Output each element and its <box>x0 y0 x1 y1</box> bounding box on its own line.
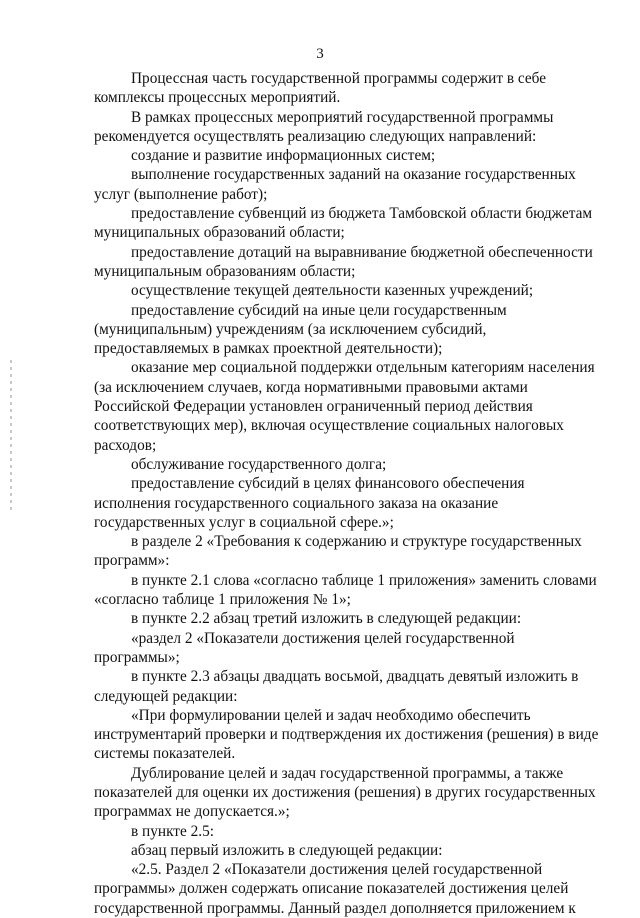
paragraph: в пункте 2.5: <box>131 822 214 840</box>
paragraph: абзац первый изложить в следующей редакции: <box>131 841 443 859</box>
list-item: оказание мер социальной поддержки отдельным категориям населения (за исключением случаев, когда нормативными правовыми актами Российской Федерации установлен ограниченный период действия соответствующих мер), включая осуществление социальных налоговых расходов; <box>94 359 595 454</box>
list-item: создание и развитие информационных систем; <box>131 147 436 165</box>
paragraph: в пункте 2.2 абзац третий изложить в следующей редакции: <box>131 610 522 628</box>
paragraph: в разделе 2 «Требования к содержанию и структуре государственных программ»: <box>94 533 582 570</box>
paragraph: В рамках процессных мероприятий государственной программы рекомендуется осуществлять реализацию следующих направлений: <box>94 108 554 145</box>
document-body <box>94 69 599 918</box>
list-item: выполнение государственных заданий на оказание государственных услуг (выполнение работ); <box>94 166 576 203</box>
list-item: предоставление субвенций из бюджета Тамбовской области бюджетам муниципальных образований области; <box>94 205 593 242</box>
quoted-paragraph: «2.5. Раздел 2 «Показатели достижения целей государственной программы» должен содержать описание показателей достижения целей государственной программы. Данный раздел дополняется приложением к <box>94 861 576 917</box>
quoted-paragraph: Дублирование целей и задач государственной программы, а также показателей для оценки их достижения (решения) в других государственных программах не допускается.»; <box>94 764 596 821</box>
binding-margin-mark <box>10 360 12 510</box>
page-number: 3 <box>316 46 324 62</box>
paragraph: в пункте 2.1 слова «согласно таблице 1 приложения» заменить словами «согласно таблице 1 приложения № 1»; <box>94 571 597 609</box>
list-item: предоставление субсидий на иные цели государственным (муниципальным) учреждениям (за исключением субсидий, предоставляемых в рамках проектной деятельности); <box>94 301 507 358</box>
list-item: предоставление дотаций на выравнивание бюджетной обеспеченности муниципальным образованиям области; <box>94 243 593 280</box>
list-item: предоставление субсидий в целях финансового обеспечения исполнения государственного социального заказа на оказание государственных услуг в социальной сфере.»; <box>94 475 525 531</box>
list-item: обслуживание государственного долга; <box>131 455 387 473</box>
quoted-paragraph: «раздел 2 «Показатели достижения целей государственной программы»; <box>94 629 515 666</box>
paragraph: в пункте 2.3 абзацы двадцать восьмой, двадцать девятый изложить в следующей редакции: <box>94 668 579 705</box>
paragraph: Процессная часть государственной программы содержит в себе комплексы процессных мероприятий. <box>94 70 547 107</box>
list-item: осуществление текущей деятельности казенных учреждений; <box>131 282 534 300</box>
quoted-paragraph: «При формулировании целей и задач необходимо обеспечить инструментарий проверки и подтверждения их достижения (решения) в виде системы показателей. <box>94 706 599 763</box>
